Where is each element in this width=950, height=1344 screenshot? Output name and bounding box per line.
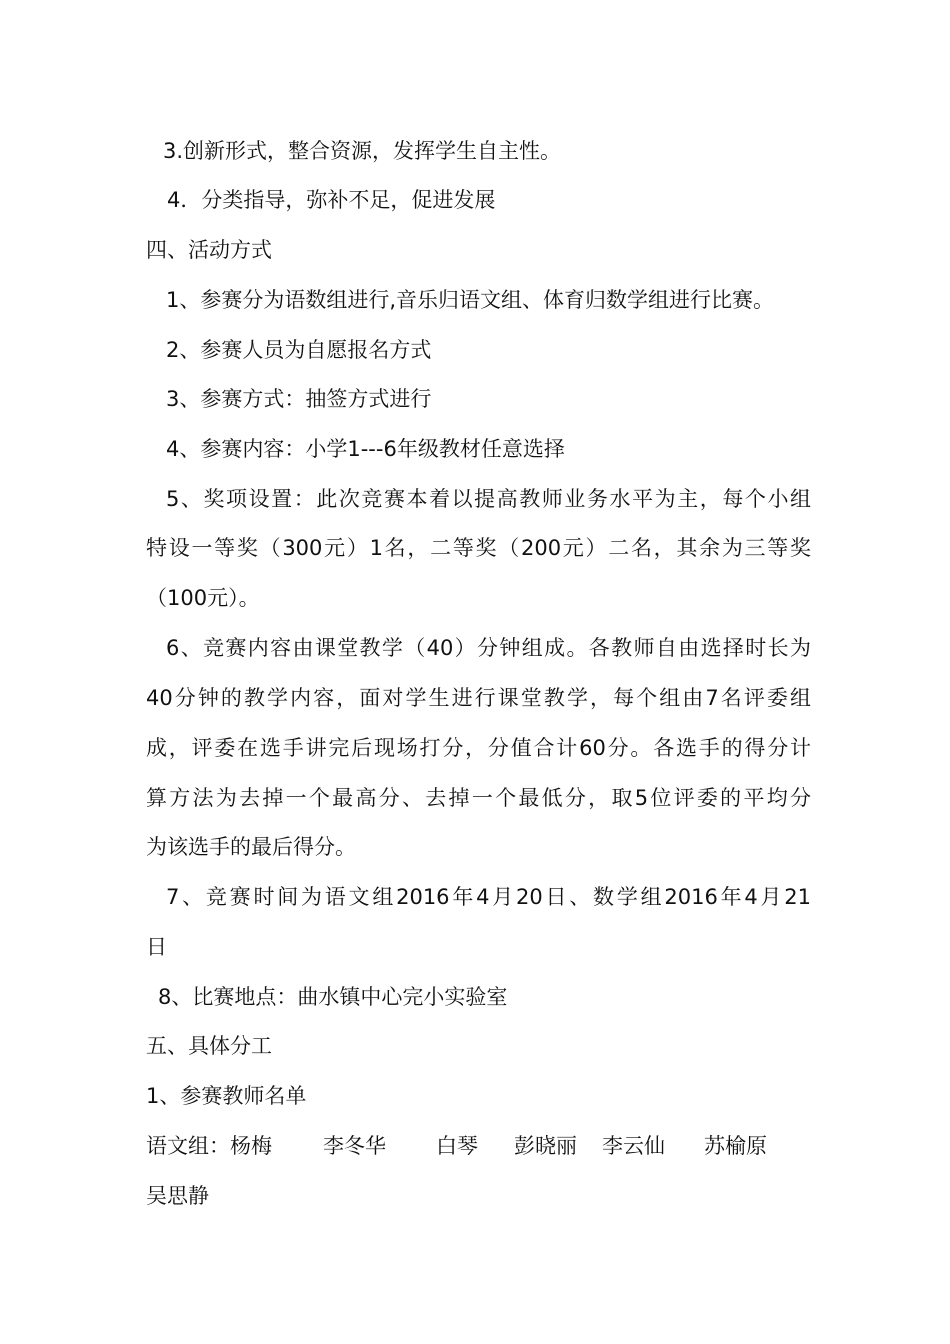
teacher-name: 白琴	[436, 1134, 478, 1158]
teacher-name: 彭晓丽	[514, 1134, 577, 1158]
paragraph-line: 成，评委在选手讲完后现场打分，分值合计60分。各选手的得分计	[146, 736, 811, 760]
teacher-name: 李冬华	[323, 1134, 386, 1158]
paragraph-line: 6、竞赛内容由课堂教学（40）分钟组成。各教师自由选择时长为	[166, 636, 811, 660]
paragraph-line: 4．分类指导，弥补不足，促进发展	[167, 188, 496, 212]
paragraph-line: 算方法为去掉一个最高分、去掉一个最低分，取5位评委的平均分	[146, 786, 811, 810]
paragraph-line: 3、参赛方式：抽签方式进行	[166, 387, 432, 411]
paragraph-line: 为该选手的最后得分。	[146, 835, 356, 859]
paragraph-line: 2、参赛人员为自愿报名方式	[166, 338, 432, 362]
teacher-name: 苏榆原	[704, 1134, 767, 1158]
teacher-name-row	[146, 1131, 811, 1161]
paragraph-line: 1、参赛教师名单	[146, 1084, 307, 1108]
paragraph-line: 3.创新形式，整合资源，发挥学生自主性。	[163, 139, 562, 163]
paragraph-line: 特设一等奖（300元）1名，二等奖（200元）二名，其余为三等奖	[146, 536, 811, 560]
teacher-name: 李云仙	[602, 1134, 665, 1158]
teacher-name: 吴思静	[146, 1184, 209, 1208]
paragraph-line: 4、参赛内容：小学1---6年级教材任意选择	[166, 437, 565, 461]
paragraph-line: 日	[146, 935, 167, 959]
paragraph-line: 5、奖项设置：此次竞赛本着以提高教师业务水平为主，每个小组	[166, 487, 811, 511]
paragraph-line: 8、比赛地点：曲水镇中心完小实验室	[158, 985, 508, 1009]
paragraph-line: 1、参赛分为语数组进行,音乐归语文组、体育归数学组进行比赛。	[166, 288, 775, 312]
paragraph-line: 40分钟的教学内容，面对学生进行课堂教学，每个组由7名评委组	[146, 686, 811, 710]
paragraph-line: 7、竞赛时间为语文组2016年4月20日、数学组2016年4月21	[166, 885, 811, 909]
section-heading: 五、具体分工	[146, 1034, 272, 1058]
paragraph-line: （100元）。	[146, 586, 260, 610]
section-heading: 四、活动方式	[146, 238, 272, 262]
group-label: 语文组：杨梅	[146, 1134, 272, 1158]
